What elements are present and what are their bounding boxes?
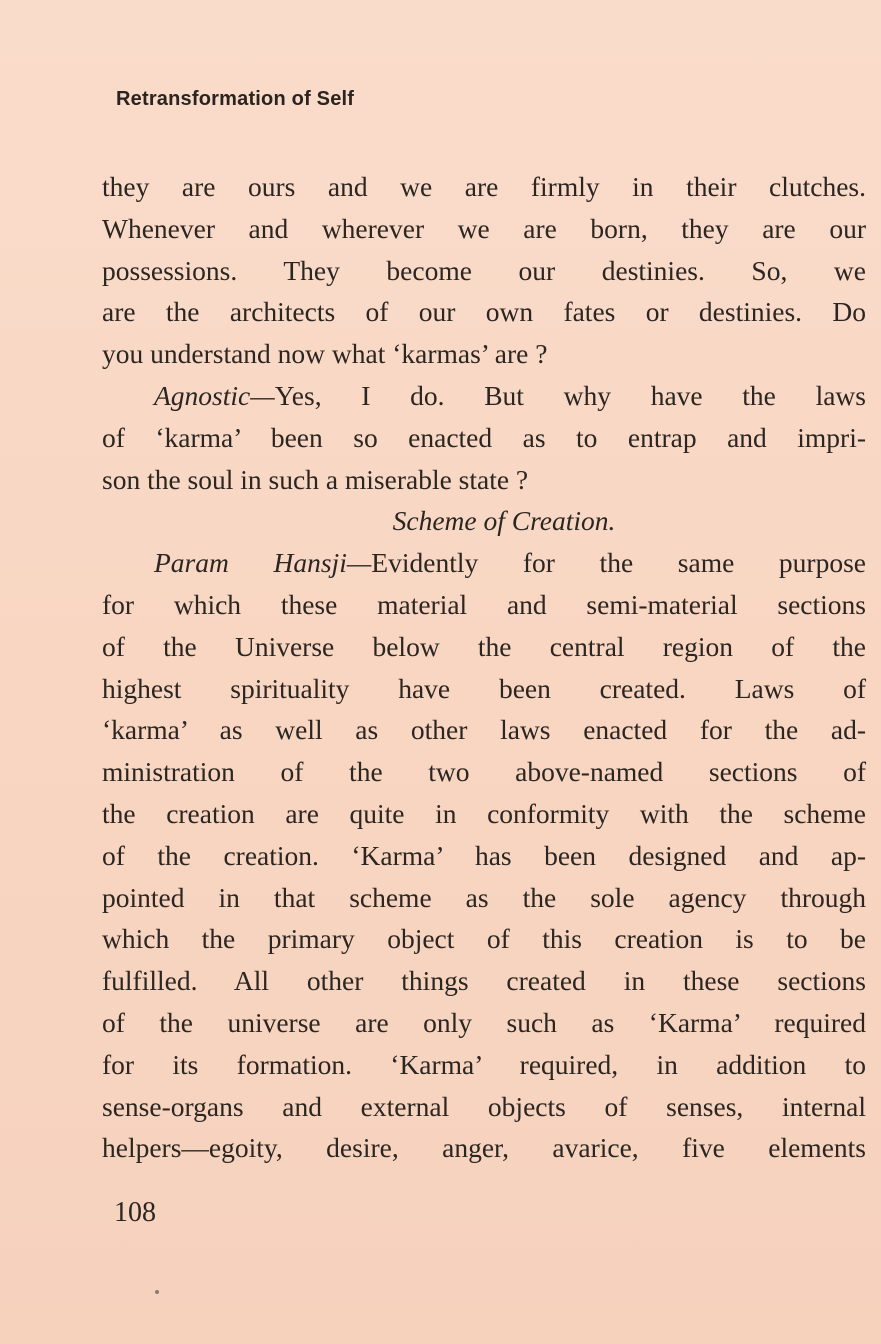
text-line-8: son the soul in such a miserable state ? <box>102 463 529 495</box>
text-line-13: highest spirituality have been created. Laws of <box>102 672 866 704</box>
page-number: 108 <box>114 1197 156 1228</box>
text-line-7: of ‘karma’ been so enacted as to entrap and impri- <box>102 421 866 453</box>
text-line-10 <box>102 542 866 584</box>
text-line-11: for which these material and semi-material sections <box>102 588 866 620</box>
body-text <box>102 166 866 1169</box>
text-line-16: the creation are quite in conformity with the scheme <box>102 797 866 829</box>
text-line-20: fulfilled. All other things created in these sections <box>102 965 866 997</box>
text-line-21: of the universe are only such as ‘Karma’ required <box>102 1006 866 1038</box>
text-line-4: are the architects of our own fates or destinies. Do <box>102 296 866 328</box>
text-line-24: helpers—egoity, desire, anger, avarice, five elements <box>102 1132 866 1164</box>
text-line-14: ‘karma’ as well as other laws enacted for the ad- <box>102 714 866 746</box>
paper-speck <box>155 1290 159 1294</box>
text-line-12: of the Universe below the central region of the <box>102 630 866 662</box>
text-line-19: which the primary object of this creation is to be <box>102 923 866 955</box>
text-line-6 <box>102 375 866 417</box>
speaker-agnostic: Agnostic— <box>154 379 275 411</box>
text-line-6-body: Yes, I do. But why have the laws <box>274 379 866 411</box>
text-line-1: they are ours and we are firmly in their clutches. <box>102 171 866 202</box>
text-line-10-body: Evidently for the same purpose <box>371 547 867 579</box>
section-heading: Scheme of Creation. <box>392 505 616 537</box>
text-line-23: sense-organs and external objects of senses, internal <box>102 1090 866 1122</box>
text-line-15: ministration of the two above-named sections of <box>102 756 866 788</box>
text-line-3: possessions. They become our destinies. So, we <box>102 254 866 286</box>
text-line-22: for its formation. ‘Karma’ required, in addition to <box>102 1048 866 1080</box>
text-line-5: you understand now what ‘karmas’ are ? <box>102 338 548 370</box>
speaker-param-hansji: Param Hansji— <box>154 547 372 579</box>
running-head: Retransformation of Self <box>116 88 355 110</box>
text-line-2: Whenever and wherever we are born, they are our <box>102 212 866 244</box>
text-line-17: of the creation. ‘Karma’ has been designed and ap- <box>102 839 866 871</box>
text-line-18: pointed in that scheme as the sole agency through <box>102 881 866 913</box>
